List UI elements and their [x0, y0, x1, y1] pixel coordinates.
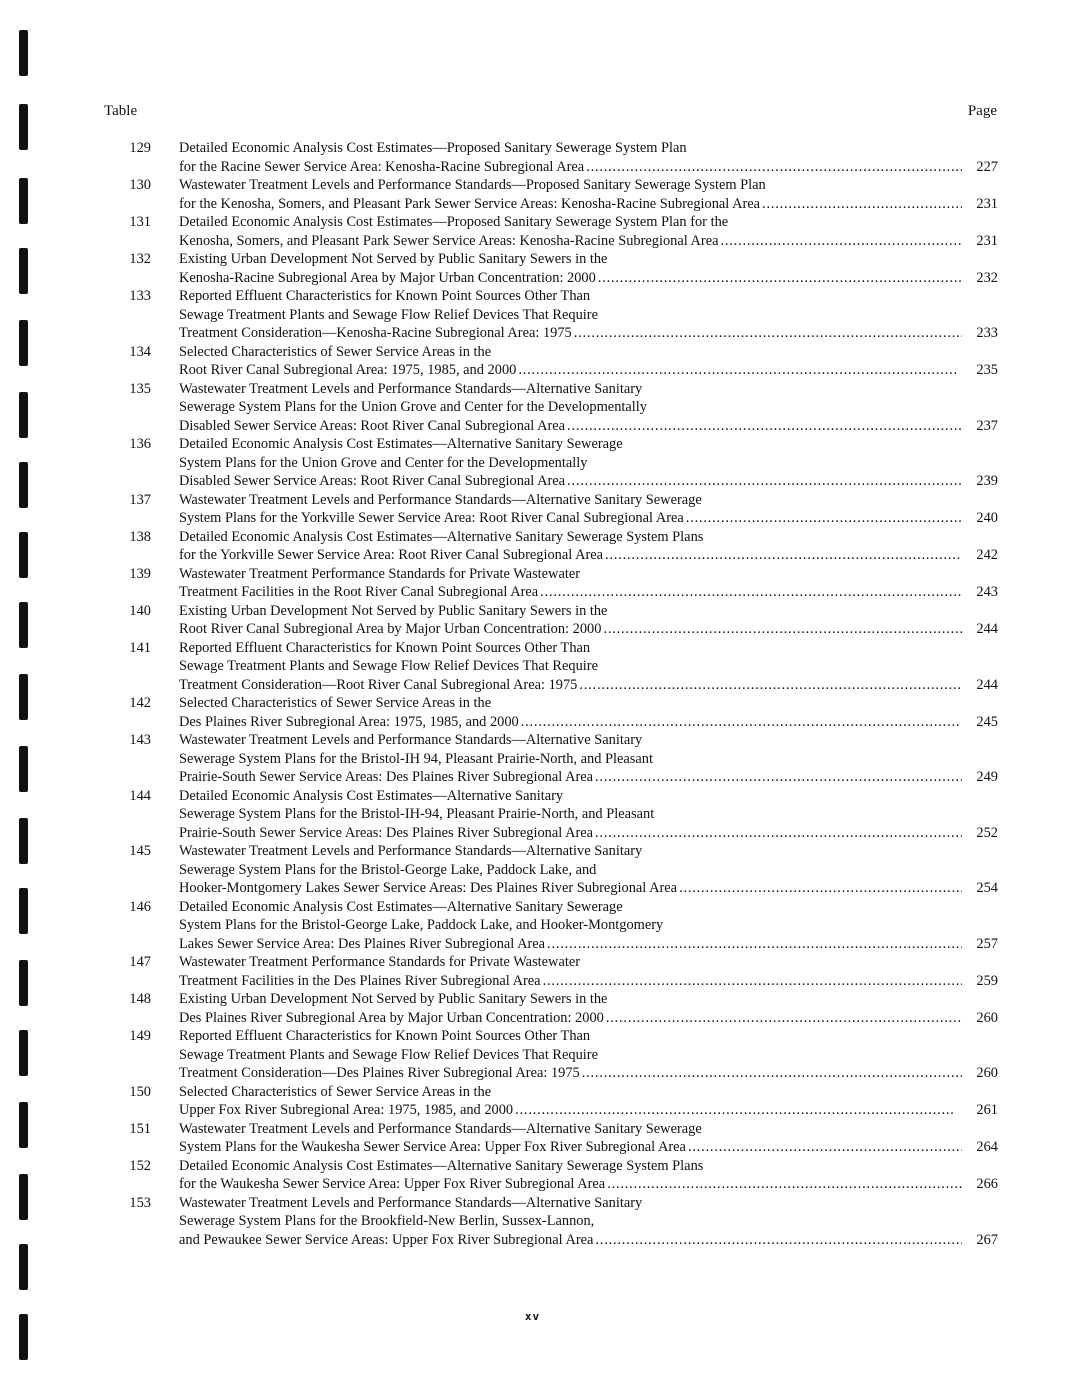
title-line: Detailed Economic Analysis Cost Estimates—Alternative Sanitary Sewerage System Plans [179, 528, 704, 545]
binding-hole-mark [19, 888, 28, 934]
entry-title [179, 250, 998, 287]
page-number: 244 [976, 676, 998, 693]
table-number: 137 [129, 491, 151, 508]
page-number: 261 [976, 1102, 998, 1118]
entry-title [179, 528, 998, 565]
title-line: Sewage Treatment Plants and Sewage Flow Relief Devices That Require [179, 658, 598, 674]
title-line: Disabled Sewer Service Areas: Root River Canal Subregional Area [179, 417, 566, 434]
page-number: 231 [976, 232, 998, 249]
binding-hole-mark [19, 746, 28, 792]
binding-hole-mark [19, 462, 28, 508]
table-column-header: Table [104, 103, 138, 119]
entry-title [179, 565, 998, 602]
page-number: 240 [976, 510, 998, 526]
title-line: Detailed Economic Analysis Cost Estimates—Alternative Sanitary Sewerage [179, 436, 623, 452]
title-line: Kenosha-Racine Subregional Area by Major Urban Concentration: 2000 [179, 269, 596, 286]
title-line: and Pewaukee Sewer Service Areas: Upper Fox River Subregional Area [179, 1231, 594, 1248]
toc-entry[interactable] [100, 139, 998, 176]
dot-leader [543, 972, 962, 991]
entry-title [179, 343, 998, 380]
toc-entry[interactable] [100, 639, 998, 695]
page-number: 242 [976, 547, 998, 563]
title-line: Reported Effluent Characteristics for Known Point Sources Other Than [179, 639, 591, 656]
page-folio: xv [524, 1310, 541, 1323]
title-line: Detailed Economic Analysis Cost Estimates—Alternative Sanitary [179, 787, 564, 804]
toc-entry[interactable] [100, 1194, 998, 1250]
title-line: Wastewater Treatment Levels and Performance Standards—Alternative Sanitary [179, 843, 643, 859]
dot-leader [595, 768, 962, 787]
toc-entry[interactable] [100, 731, 998, 787]
toc-entry[interactable] [100, 528, 998, 565]
page-number: 259 [976, 972, 998, 989]
title-line: for the Racine Sewer Service Area: Kenosha-Racine Subregional Area [179, 158, 585, 175]
title-line: System Plans for the Waukesha Sewer Service Area: Upper Fox River Subregional Area [179, 1139, 686, 1155]
page-number: 260 [976, 1065, 998, 1081]
entry-title [179, 898, 998, 954]
entry-title [179, 139, 998, 176]
entry-title [179, 1194, 998, 1250]
entry-title [179, 1027, 998, 1083]
page-number: 249 [976, 769, 998, 785]
binding-hole-mark [19, 602, 28, 648]
table-number: 140 [129, 602, 151, 619]
binding-hole-mark [19, 392, 28, 438]
title-line: Des Plaines River Subregional Area by Major Urban Concentration: 2000 [179, 1009, 604, 1026]
toc-entry[interactable] [100, 287, 998, 343]
dot-leader [688, 1138, 962, 1157]
entry-title [179, 1157, 998, 1194]
entry-title [179, 176, 998, 213]
entry-title [179, 990, 998, 1027]
title-line: Sewage Treatment Plants and Sewage Flow Relief Devices That Require [179, 306, 598, 323]
binding-hole-mark [19, 1244, 28, 1290]
title-line: Sewerage System Plans for the Bristol-IH 94, Pleasant Prairie-North, and Pleasant [179, 750, 653, 767]
title-line: Treatment Facilities in the Root River Canal Subregional Area [179, 584, 539, 600]
toc-entry[interactable] [100, 787, 998, 843]
dot-leader [586, 158, 962, 177]
binding-hole-mark [19, 320, 28, 366]
table-number: 146 [129, 898, 151, 915]
dot-leader [607, 1175, 962, 1194]
dot-leader [686, 509, 962, 528]
toc-entry[interactable] [100, 1120, 998, 1157]
entry-title [179, 842, 998, 898]
title-line: Wastewater Treatment Levels and Performance Standards—Alternative Sanitary [179, 732, 643, 748]
title-line: Wastewater Treatment Levels and Performance Standards—Proposed Sanitary Sewerage System Plan [179, 177, 766, 193]
title-line: Selected Characteristics of Sewer Service Areas in the [179, 343, 492, 360]
page-number: 233 [976, 325, 998, 341]
page-number: 264 [976, 1139, 998, 1155]
toc-entry[interactable] [100, 1083, 998, 1120]
table-number: 129 [129, 140, 151, 156]
dot-leader [521, 713, 962, 732]
table-number: 153 [129, 1194, 151, 1211]
dot-leader [679, 879, 962, 898]
title-line: Root River Canal Subregional Area: 1975, 1985, and 2000 [179, 362, 517, 378]
table-number: 152 [129, 1157, 151, 1174]
dot-leader [518, 361, 962, 380]
table-number: 130 [129, 177, 151, 193]
title-line: Detailed Economic Analysis Cost Estimates—Alternative Sanitary Sewerage [179, 898, 623, 915]
binding-hole-mark [19, 1174, 28, 1220]
dot-leader [721, 232, 963, 251]
title-line: Existing Urban Development Not Served by Public Sanitary Sewers in the [179, 251, 608, 267]
title-line: Sewage Treatment Plants and Sewage Flow Relief Devices That Require [179, 1046, 598, 1063]
entry-title [179, 639, 998, 695]
table-number: 151 [129, 1120, 151, 1137]
table-number: 133 [129, 288, 151, 304]
toc-entry[interactable] [100, 898, 998, 954]
title-line: Sewerage System Plans for the Bristol-George Lake, Paddock Lake, and [179, 861, 597, 878]
page-column-header: Page [967, 103, 997, 119]
toc-entry[interactable] [100, 1157, 998, 1194]
table-number: 132 [129, 251, 151, 267]
page-number: 245 [976, 713, 998, 730]
binding-hole-mark [19, 818, 28, 864]
title-line: Wastewater Treatment Levels and Performance Standards—Alternative Sanitary [179, 380, 643, 397]
entry-title [179, 694, 998, 731]
dot-leader [595, 824, 962, 843]
entry-title [179, 380, 998, 436]
page-number: 254 [976, 880, 998, 896]
entry-title [179, 491, 998, 528]
entry-title [179, 953, 998, 990]
binding-hole-mark [19, 30, 28, 76]
binding-hole-mark [19, 104, 28, 150]
toc-entry[interactable] [100, 565, 998, 602]
toc-entry[interactable] [100, 990, 998, 1027]
toc-entry[interactable] [100, 1027, 998, 1083]
dot-leader [582, 1064, 962, 1083]
title-line: Sewerage System Plans for the Brookfield-New Berlin, Sussex-Lannon, [179, 1213, 595, 1229]
binding-hole-mark [19, 960, 28, 1006]
title-line: Detailed Economic Analysis Cost Estimates—Proposed Sanitary Sewerage System Plan for the [179, 214, 729, 230]
toc-entry[interactable] [100, 176, 998, 213]
dot-leader [603, 620, 962, 639]
dot-leader [579, 676, 962, 695]
entry-title [179, 1120, 998, 1157]
dot-leader [598, 269, 962, 288]
dot-leader [547, 935, 962, 954]
title-line: Wastewater Treatment Performance Standards for Private Wastewater [179, 565, 581, 582]
page-number: 257 [976, 935, 998, 952]
toc-entry[interactable] [100, 250, 998, 287]
table-number: 147 [129, 954, 151, 970]
table-number: 139 [129, 565, 151, 582]
title-line: for the Kenosha, Somers, and Pleasant Park Sewer Service Areas: Kenosha-Racine Subregional Area [179, 195, 761, 212]
title-line: Selected Characteristics of Sewer Service Areas in the [179, 695, 492, 711]
title-line: Sewerage System Plans for the Bristol-IH-94, Pleasant Prairie-North, and Pleasant [179, 806, 655, 822]
entry-title [179, 213, 998, 250]
title-line: Existing Urban Development Not Served by Public Sanitary Sewers in the [179, 991, 608, 1007]
title-line: Wastewater Treatment Levels and Performance Standards—Alternative Sanitary [179, 1194, 643, 1211]
dot-leader [606, 1009, 962, 1028]
title-line: Prairie-South Sewer Service Areas: Des Plaines River Subregional Area [179, 769, 594, 785]
title-line: Wastewater Treatment Levels and Performance Standards—Alternative Sanitary Sewerage [179, 1120, 702, 1137]
title-line: Des Plaines River Subregional Area: 1975, 1985, and 2000 [179, 713, 519, 730]
toc-entry[interactable] [100, 602, 998, 639]
title-line: Wastewater Treatment Performance Standards for Private Wastewater [179, 954, 581, 970]
toc-entry[interactable] [100, 694, 998, 731]
title-line: Treatment Consideration—Kenosha-Racine Subregional Area: 1975 [179, 325, 572, 341]
dot-leader [567, 472, 962, 491]
title-line: Reported Effluent Characteristics for Known Point Sources Other Than [179, 1028, 591, 1044]
page-number: 227 [976, 158, 998, 175]
dot-leader [540, 583, 962, 602]
binding-hole-mark [19, 532, 28, 578]
title-line: Sewerage System Plans for the Union Grove and Center for the Developmentally [179, 399, 647, 415]
toc-entry[interactable] [100, 491, 998, 528]
table-number: 134 [129, 343, 151, 360]
entry-title [179, 1083, 998, 1120]
table-number: 131 [129, 214, 151, 230]
toc-entry[interactable] [100, 842, 998, 898]
page-number: 266 [976, 1176, 998, 1192]
table-number: 144 [129, 787, 151, 804]
page-number: 260 [976, 1009, 998, 1026]
toc-entry[interactable] [100, 380, 998, 436]
binding-hole-mark [19, 248, 28, 294]
page-number: 244 [976, 621, 998, 637]
binding-hole-mark [19, 1030, 28, 1076]
title-line: for the Yorkville Sewer Service Area: Root River Canal Subregional Area [179, 547, 604, 563]
binding-holes [19, 30, 29, 1350]
toc-entry[interactable] [100, 953, 998, 990]
title-line: Detailed Economic Analysis Cost Estimates—Alternative Sanitary Sewerage System Plans [179, 1157, 704, 1174]
dot-leader [595, 1231, 962, 1250]
title-line: Treatment Consideration—Root River Canal Subregional Area: 1975 [179, 676, 578, 693]
binding-hole-mark [19, 1102, 28, 1148]
table-number: 138 [129, 528, 151, 545]
table-number: 136 [129, 436, 151, 452]
page-number: 267 [976, 1231, 998, 1248]
page-number: 235 [976, 362, 998, 378]
title-line: System Plans for the Yorkville Sewer Service Area: Root River Canal Subregional Area [179, 510, 684, 526]
toc-entry[interactable] [100, 343, 998, 380]
table-number: 149 [129, 1028, 151, 1044]
table-number: 143 [129, 732, 151, 748]
page-number: 231 [976, 195, 998, 212]
title-line: Root River Canal Subregional Area by Major Urban Concentration: 2000 [179, 621, 602, 637]
entry-title [179, 287, 998, 343]
table-number: 142 [129, 695, 151, 711]
title-line: Wastewater Treatment Levels and Performance Standards—Alternative Sanitary Sewerage [179, 491, 702, 508]
list-of-tables [100, 139, 998, 1249]
binding-hole-mark [19, 178, 28, 224]
entry-title [179, 602, 998, 639]
title-line: for the Waukesha Sewer Service Area: Upper Fox River Subregional Area [179, 1176, 606, 1192]
title-line: System Plans for the Union Grove and Center for the Developmentally [179, 454, 588, 471]
dot-leader [515, 1101, 962, 1120]
page-number: 243 [976, 584, 998, 600]
title-line: Upper Fox River Subregional Area: 1975, 1985, and 2000 [179, 1102, 514, 1118]
entry-title [179, 731, 998, 787]
dot-leader [605, 546, 962, 565]
table-number: 145 [129, 843, 151, 859]
page-number: 232 [976, 269, 998, 286]
title-line: System Plans for the Bristol-George Lake, Paddock Lake, and Hooker-Montgomery [179, 917, 664, 933]
page-number: 237 [976, 417, 998, 434]
entry-title [179, 435, 998, 491]
toc-entry[interactable] [100, 435, 998, 491]
toc-entry[interactable] [100, 213, 998, 250]
title-line: Lakes Sewer Service Area: Des Plaines River Subregional Area [179, 935, 546, 952]
title-line: Prairie-South Sewer Service Areas: Des Plaines River Subregional Area [179, 824, 594, 841]
page-number: 239 [976, 473, 998, 489]
table-number: 135 [129, 380, 151, 397]
dot-leader [567, 417, 962, 436]
dot-leader [574, 324, 962, 343]
title-line: Treatment Consideration—Des Plaines River Subregional Area: 1975 [179, 1065, 580, 1081]
title-line: Treatment Facilities in the Des Plaines River Subregional Area [179, 972, 541, 989]
table-number: 148 [129, 991, 151, 1007]
entry-title [179, 787, 998, 843]
title-line: Disabled Sewer Service Areas: Root River Canal Subregional Area [179, 473, 566, 489]
dot-leader [762, 195, 962, 214]
table-number: 141 [129, 639, 151, 656]
title-line: Detailed Economic Analysis Cost Estimates—Proposed Sanitary Sewerage System Plan [179, 140, 687, 156]
table-number: 150 [129, 1083, 151, 1100]
binding-hole-mark [19, 674, 28, 720]
page-number: 252 [976, 824, 998, 841]
title-line: Existing Urban Development Not Served by Public Sanitary Sewers in the [179, 602, 608, 619]
title-line: Hooker-Montgomery Lakes Sewer Service Areas: Des Plaines River Subregional Area [179, 880, 678, 896]
title-line: Selected Characteristics of Sewer Service Areas in the [179, 1083, 492, 1100]
title-line: Kenosha, Somers, and Pleasant Park Sewer Service Areas: Kenosha-Racine Subregional Area [179, 232, 719, 249]
title-line: Reported Effluent Characteristics for Known Point Sources Other Than [179, 288, 591, 304]
